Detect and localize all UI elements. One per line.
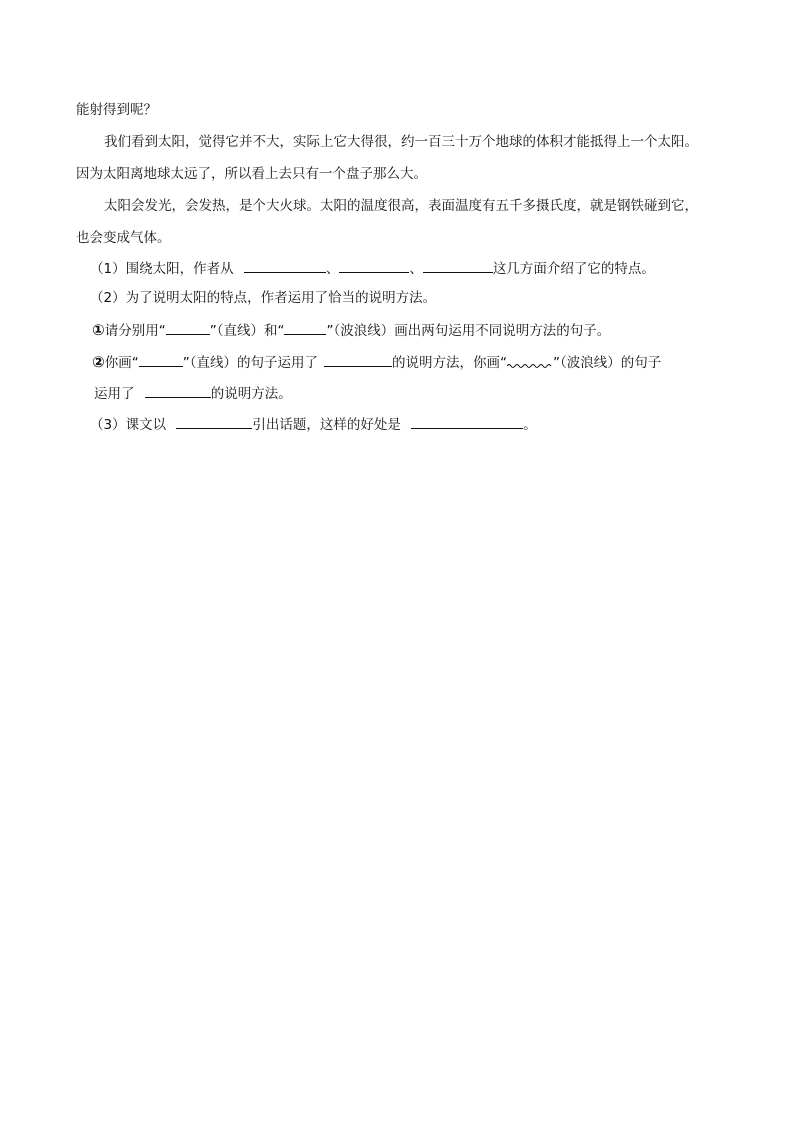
sub-1-text: ”（波浪线）画出两句运用不同说明方法的句子。 bbox=[326, 323, 611, 339]
sub-1-text: 请分别用“ bbox=[104, 323, 166, 339]
passage-line bbox=[76, 100, 157, 120]
question-3 bbox=[90, 414, 537, 435]
circled-number: ② bbox=[92, 353, 105, 371]
sub-1-text: ”（直线）和“ bbox=[209, 323, 285, 339]
question-2-text: （2）为了说明太阳的特点，作者运用了恰当的说明方法。 bbox=[90, 290, 437, 306]
passage-line bbox=[104, 132, 698, 152]
question-2-sub-2 bbox=[92, 352, 661, 373]
separator: 、 bbox=[409, 261, 423, 277]
circled-number: ① bbox=[92, 321, 105, 339]
question-1-prefix: （1）围绕太阳，作者从 bbox=[90, 261, 234, 277]
question-2 bbox=[90, 288, 436, 308]
passage-line bbox=[76, 228, 171, 248]
sub-2-text: ”（波浪线）的句子 bbox=[552, 355, 662, 371]
sub-2-text: 的说明方法，你画“ bbox=[391, 355, 507, 371]
passage-text: 我们看到太阳，觉得它并不大，实际上它大得很，约一百三十万个地球的体积才能抵得上一个太阳。 bbox=[104, 134, 698, 150]
sub-2-text: 运用了 bbox=[94, 386, 135, 402]
line-sample bbox=[284, 320, 326, 335]
passage-text: 能射得到呢？ bbox=[76, 102, 157, 118]
answer-blank[interactable] bbox=[324, 352, 392, 367]
answer-blank[interactable] bbox=[423, 258, 493, 273]
passage-line bbox=[76, 164, 427, 184]
answer-blank[interactable] bbox=[244, 258, 326, 273]
passage-text: 因为太阳离地球太远了，所以看上去只有一个盘子那么大。 bbox=[76, 166, 427, 182]
passage-line bbox=[104, 196, 698, 216]
question-3-suffix: 。 bbox=[523, 417, 537, 433]
question-1-suffix: 这几方面介绍了它的特点。 bbox=[492, 261, 655, 277]
question-3-prefix: （3）课文以 bbox=[90, 417, 167, 433]
passage-text: 也会变成气体。 bbox=[76, 230, 171, 246]
answer-blank[interactable] bbox=[411, 414, 523, 429]
question-2-sub-1 bbox=[92, 320, 610, 341]
answer-blank[interactable] bbox=[339, 258, 409, 273]
straight-line-sample bbox=[166, 320, 210, 335]
wavy-line-sample bbox=[507, 353, 553, 367]
question-1 bbox=[90, 258, 655, 279]
sub-2-text: ”（直线）的句子运用了 bbox=[182, 355, 318, 371]
question-2-sub-2-cont bbox=[94, 383, 292, 404]
answer-blank[interactable] bbox=[176, 414, 252, 429]
passage-text: 太阳会发光，会发热，是个大火球。太阳的温度很高，表面温度有五千多摄氏度，就是钢铁碰到它， bbox=[104, 198, 698, 214]
answer-blank[interactable] bbox=[145, 383, 211, 398]
question-3-middle: 引出话题，这样的好处是 bbox=[252, 417, 401, 433]
straight-line-sample bbox=[139, 352, 183, 367]
sub-2-text: 的说明方法。 bbox=[210, 386, 292, 402]
separator: 、 bbox=[325, 261, 340, 277]
sub-2-text: 你画“ bbox=[104, 355, 139, 371]
